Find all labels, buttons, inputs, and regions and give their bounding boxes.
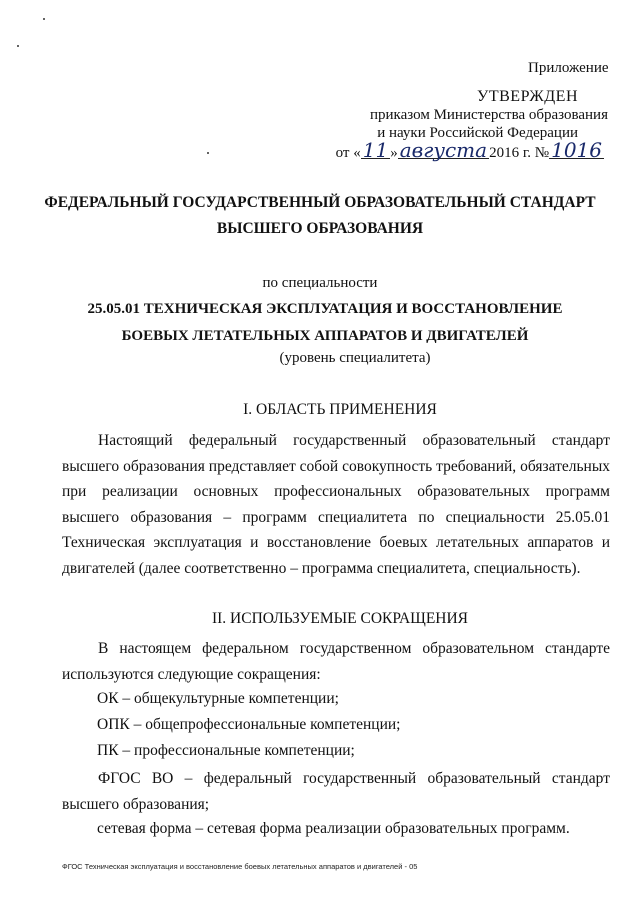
specialty-level: (уровень специалитета) [279, 350, 431, 366]
order-date-line [330, 138, 604, 162]
abbreviation-fgos [62, 766, 610, 817]
specialty-label: по специальности [262, 275, 378, 291]
order-line-2: и науки Российской Федерации [377, 125, 578, 141]
abbreviation-network: сетевая форма – сетевая форма реализации образовательных программ. [97, 820, 570, 837]
approval-block [330, 88, 610, 162]
date-year: 2016 г. № [489, 145, 550, 161]
scan-speck [43, 18, 45, 20]
appendix-label: Приложение [528, 60, 609, 76]
title-line-2: ВЫСШЕГО ОБРАЗОВАНИЯ [216, 220, 424, 237]
page-footer: ФГОС Техническая эксплуатация и восстановление боевых летательных аппаратов и двигателей - 05 [62, 862, 418, 871]
section-2-intro-text: В настоящем федеральном государственном образовательном стандарте используются следующие сокращения: [62, 640, 610, 683]
date-day-handwritten: 11 [362, 138, 389, 162]
abbreviation-item: ОПК – общепрофессиональные компетенции; [97, 716, 401, 733]
abbreviation-item: ПК – профессиональные компетенции; [97, 742, 355, 759]
specialty-line-2: БОЕВЫХ ЛЕТАТЕЛЬНЫХ АППАРАТОВ И ДВИГАТЕЛЕЙ [121, 328, 529, 344]
section-1-paragraph [62, 428, 610, 581]
document-title [40, 190, 600, 242]
date-month-handwritten: августа [399, 138, 488, 162]
section-2-heading: II. ИСПОЛЬЗУЕМЫЕ СОКРАЩЕНИЯ [211, 610, 469, 627]
date-mid: » [390, 145, 398, 161]
specialty-line-1: 25.05.01 ТЕХНИЧЕСКАЯ ЭКСПЛУАТАЦИЯ И ВОССТАНОВЛЕНИЕ [87, 301, 563, 317]
date-prefix: от « [335, 145, 361, 161]
specialty-title [40, 296, 610, 350]
scan-speck [207, 152, 209, 154]
order-number-handwritten: 1016 [551, 138, 602, 162]
title-line-1: ФЕДЕРАЛЬНЫЙ ГОСУДАРСТВЕННЫЙ ОБРАЗОВАТЕЛЬНЫЙ СТАНДАРТ [44, 194, 596, 211]
approved-heading: УТВЕРЖДЕН [477, 88, 578, 105]
abbreviation-fgos-text: ФГОС ВО – федеральный государственный образовательный стандарт высшего образования; [62, 770, 610, 813]
section-1-heading: I. ОБЛАСТЬ ПРИМЕНЕНИЯ [243, 401, 437, 418]
abbreviation-item: ОК – общекультурные компетенции; [97, 690, 339, 707]
order-line-1: приказом Министерства образования [370, 107, 608, 123]
scan-speck [17, 45, 19, 47]
section-1-text: Настоящий федеральный государственный образовательный стандарт высшего образования представляет собой совокупность требований, обязательных при реализации основных профессиональных образовательных программ высшего образования – программ специалитета по специальности 25.05.01 Техническая эксплуатация и восстановление боевых летательных аппаратов и двигателей (далее соответственно – программа специалитета, специальность). [62, 432, 610, 577]
section-2-intro [62, 636, 610, 687]
